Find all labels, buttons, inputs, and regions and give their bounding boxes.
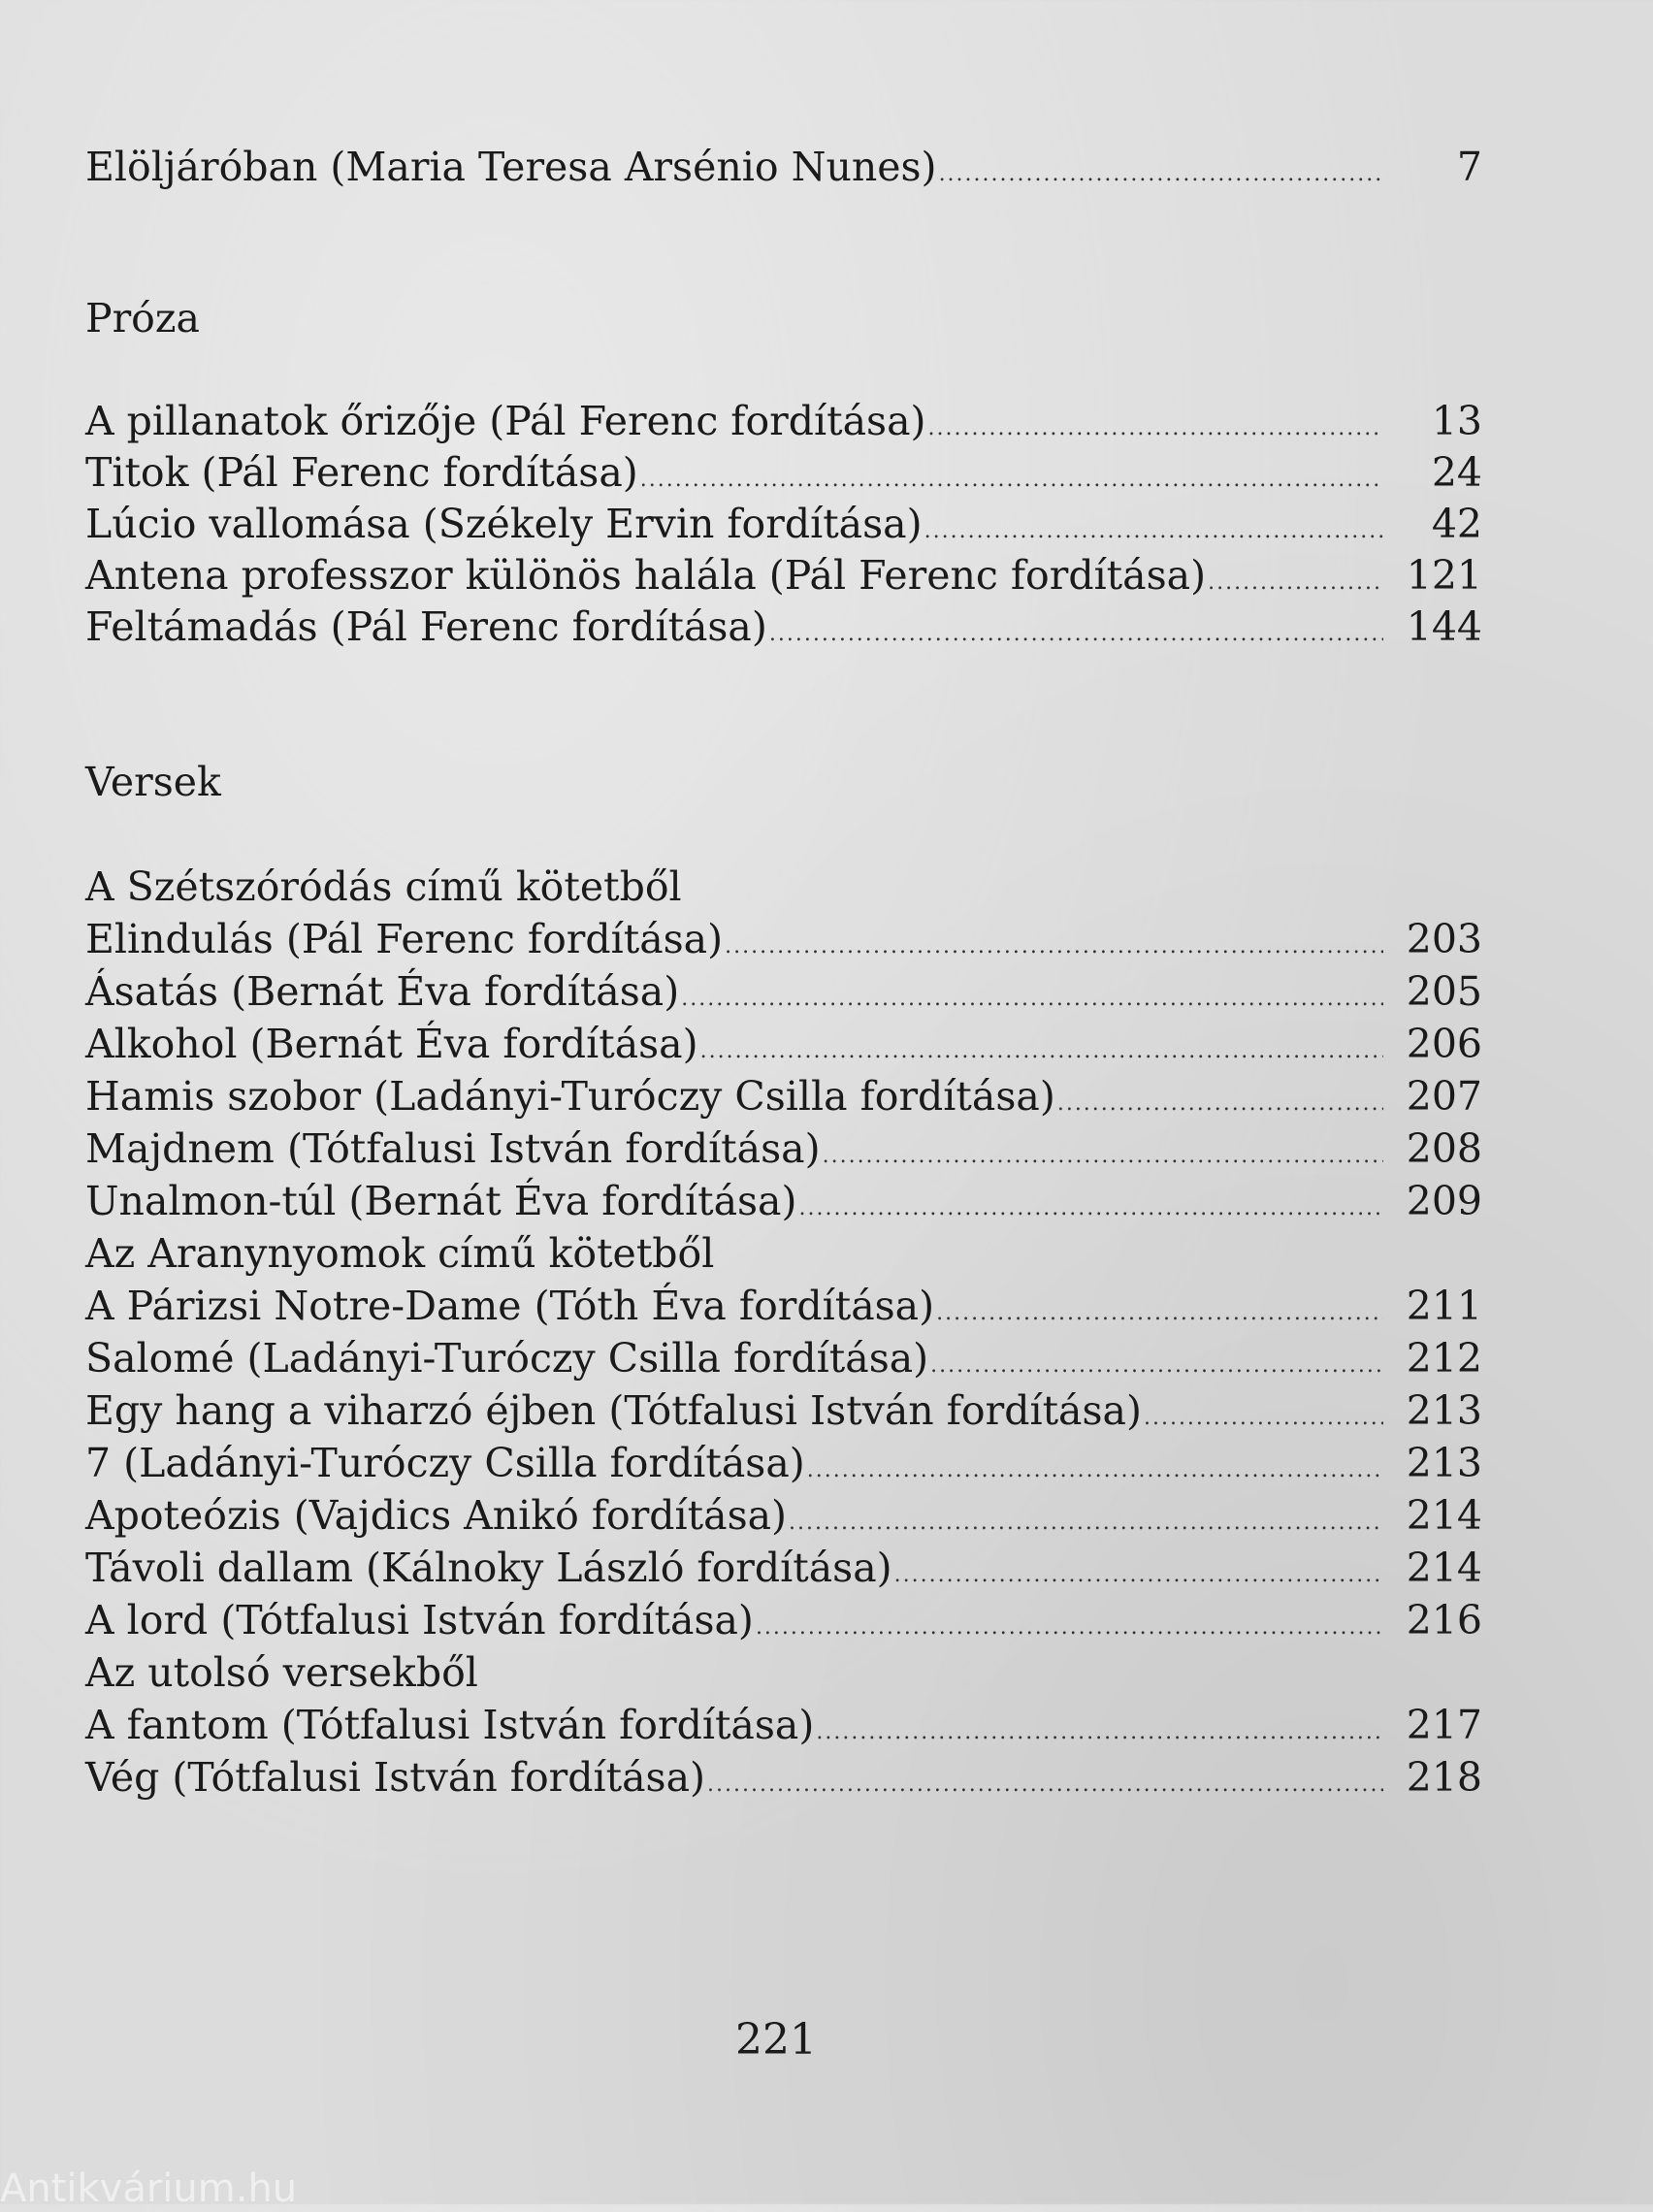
dot-leader bbox=[1057, 1079, 1383, 1129]
toc-entry bbox=[85, 499, 1482, 549]
toc-entry-title: Elöljáróban (Maria Teresa Arsénio Nunes) bbox=[85, 144, 937, 190]
subsection-heading: Az Aranynyomok című kötetből bbox=[85, 1230, 715, 1277]
toc-entry-title: A fantom (Tótfalusi István fordítása) bbox=[85, 1702, 815, 1748]
subsection-heading: Az utolsó versekből bbox=[85, 1649, 478, 1696]
toc-entry-page: 203 bbox=[1406, 916, 1482, 962]
toc-entry-title: Majdnem (Tótfalusi István fordítása) bbox=[85, 1125, 821, 1172]
toc-entry bbox=[85, 1385, 1482, 1436]
dot-leader bbox=[939, 149, 1383, 200]
toc-entry bbox=[85, 1595, 1482, 1645]
toc-entry-title: Egy hang a viharzó éjben (Tótfalusi István fordítása) bbox=[85, 1387, 1142, 1434]
toc-entry-title: Távoli dallam (Kálnoky László fordítása) bbox=[85, 1545, 892, 1591]
toc-entry bbox=[85, 966, 1482, 1017]
toc-entry-page: 208 bbox=[1406, 1125, 1482, 1172]
toc-entry bbox=[85, 1176, 1482, 1226]
toc-entry bbox=[85, 1438, 1482, 1488]
toc-entry-page: 42 bbox=[1431, 501, 1482, 547]
section-heading-poems: Versek bbox=[85, 759, 221, 805]
toc-entry-title: Unalmon-túl (Bernát Éva fordítása) bbox=[85, 1178, 797, 1224]
toc-entry-title: A pillanatok őrizője (Pál Ferenc fordítása) bbox=[85, 398, 926, 444]
toc-entry bbox=[85, 1700, 1482, 1750]
toc-entry-page: 214 bbox=[1406, 1545, 1482, 1591]
toc-entry-page: 218 bbox=[1406, 1754, 1482, 1801]
dot-leader bbox=[807, 1446, 1383, 1496]
toc-entry-page: 217 bbox=[1406, 1702, 1482, 1748]
toc-entry-title: Lúcio vallomása (Székely Ervin fordítása) bbox=[85, 501, 923, 547]
toc-entry bbox=[85, 447, 1482, 498]
toc-entry-title: A lord (Tótfalusi István fordítása) bbox=[85, 1597, 754, 1643]
dot-leader bbox=[681, 974, 1383, 1025]
dot-leader bbox=[799, 1184, 1384, 1234]
watermark: Antikvárium.hu bbox=[0, 2166, 298, 2211]
toc-entry-page: 205 bbox=[1406, 968, 1482, 1015]
toc-entry bbox=[85, 550, 1482, 601]
toc-entry bbox=[85, 1752, 1482, 1803]
toc-entry-page: 211 bbox=[1406, 1283, 1482, 1329]
toc-entry bbox=[85, 396, 1482, 446]
dot-leader bbox=[725, 922, 1383, 972]
dot-leader bbox=[700, 1026, 1383, 1077]
dot-leader bbox=[823, 1131, 1383, 1182]
dot-leader bbox=[707, 1760, 1383, 1810]
toc-entry-title: Salomé (Ladányi-Turóczy Csilla fordítása) bbox=[85, 1335, 929, 1382]
toc-entry-page: 214 bbox=[1406, 1492, 1482, 1539]
dot-leader bbox=[769, 609, 1383, 660]
toc-entry-page: 207 bbox=[1406, 1073, 1482, 1120]
toc-entry-title: A Párizsi Notre-Dame (Tóth Éva fordítása) bbox=[85, 1283, 935, 1329]
toc-entry-title: 7 (Ladányi-Turóczy Csilla fordítása) bbox=[85, 1440, 805, 1486]
toc-entry-page: 209 bbox=[1406, 1178, 1482, 1224]
dot-leader bbox=[894, 1550, 1383, 1601]
toc-entry bbox=[85, 1071, 1482, 1122]
toc-entry bbox=[85, 602, 1482, 652]
toc-entry bbox=[85, 1490, 1482, 1541]
toc-entry-title: Vég (Tótfalusi István fordítása) bbox=[85, 1754, 706, 1801]
toc-entry-title: Titok (Pál Ferenc fordítása) bbox=[85, 449, 638, 496]
page-number: 221 bbox=[735, 2015, 817, 2065]
toc-entry bbox=[85, 1281, 1482, 1331]
toc-entry-page: 212 bbox=[1406, 1335, 1482, 1382]
dot-leader bbox=[1144, 1393, 1383, 1444]
toc-entry-page: 144 bbox=[1406, 603, 1482, 650]
section-heading-prose: Próza bbox=[85, 295, 200, 342]
toc-entry-title: Elindulás (Pál Ferenc fordítása) bbox=[85, 916, 724, 962]
dot-leader bbox=[816, 1708, 1383, 1758]
toc-entry-page: 213 bbox=[1406, 1387, 1482, 1434]
toc-entry bbox=[85, 1543, 1482, 1593]
subsection-heading: A Szétszóródás című kötetből bbox=[85, 863, 682, 910]
toc-entry-page: 213 bbox=[1406, 1440, 1482, 1486]
toc-entry-title: Apoteózis (Vajdics Anikó fordítása) bbox=[85, 1492, 788, 1539]
toc-entry-preface bbox=[85, 142, 1482, 192]
toc-entry-title: Antena professzor különös halála (Pál Ferenc fordítása) bbox=[85, 552, 1207, 599]
toc-entry-page: 13 bbox=[1431, 398, 1482, 444]
dot-leader bbox=[756, 1603, 1383, 1653]
toc-entry-page: 24 bbox=[1431, 449, 1482, 496]
toc-entry-page: 7 bbox=[1456, 144, 1482, 190]
toc-entry bbox=[85, 1123, 1482, 1174]
dot-leader bbox=[789, 1498, 1383, 1548]
toc-entry-title: Ásatás (Bernát Éva fordítása) bbox=[85, 968, 680, 1015]
toc-entry bbox=[85, 1333, 1482, 1383]
toc-entry-page: 121 bbox=[1406, 552, 1482, 599]
toc-entry-page: 206 bbox=[1406, 1021, 1482, 1067]
dot-leader bbox=[936, 1288, 1383, 1339]
toc-entry bbox=[85, 1019, 1482, 1069]
toc-entry bbox=[85, 914, 1482, 964]
dot-leader bbox=[930, 1341, 1383, 1391]
toc-entry-title: Alkohol (Bernát Éva fordítása) bbox=[85, 1021, 698, 1067]
toc-entry-title: Feltámadás (Pál Ferenc fordítása) bbox=[85, 603, 767, 650]
toc-entry-page: 216 bbox=[1406, 1597, 1482, 1643]
toc-entry-title: Hamis szobor (Ladányi-Turóczy Csilla fordítása) bbox=[85, 1073, 1055, 1120]
